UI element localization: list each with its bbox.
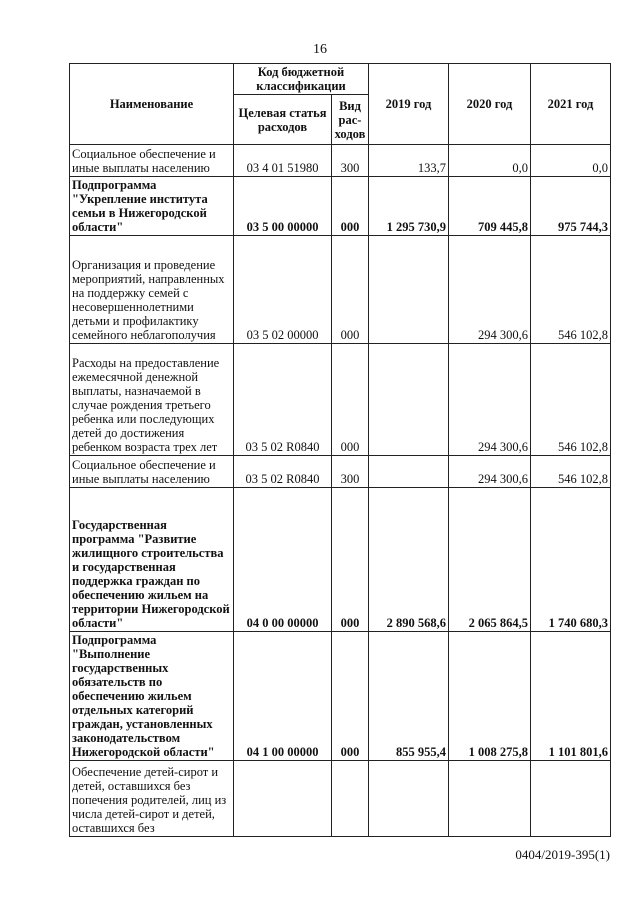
row-name-cell: Расходы на предоставление ежемесячной денежной выплаты, назначаемой в случае рождения третьего ребенка или последующих детей до достижения ребенком возраста трех лет — [70, 344, 234, 456]
header-name: Наименование — [70, 64, 234, 145]
row-2019-cell: 855 955,4 — [369, 632, 449, 761]
header-2019: 2019 год — [369, 64, 449, 145]
row-name-cell: Подпрограмма "Выполнение государственных обязательств по обеспечению жильем отдельных категорий граждан, установленных законодательством Нижегородской области" — [70, 632, 234, 761]
row-2021-cell: 546 102,8 — [531, 236, 611, 344]
row-name-cell: Организация и проведение мероприятий, направленных на поддержку семей с несовершеннолетними детьми и профилактику семейного неблагополучия — [70, 236, 234, 344]
row-expense-type-cell: 000 — [332, 344, 369, 456]
row-2021-cell: 546 102,8 — [531, 344, 611, 456]
table-row — [70, 145, 611, 177]
row-expense-type-cell: 300 — [332, 145, 369, 177]
row-2020-cell: 294 300,6 — [449, 236, 531, 344]
row-2020-cell: 709 445,8 — [449, 177, 531, 236]
table-row — [70, 488, 611, 632]
row-2020-cell: 1 008 275,8 — [449, 632, 531, 761]
row-expense-type-cell: 000 — [332, 236, 369, 344]
row-target-article-cell: 04 0 00 00000 — [234, 488, 332, 632]
table-row — [70, 236, 611, 344]
row-target-article-cell: 03 5 02 R0840 — [234, 344, 332, 456]
row-expense-type-cell: 300 — [332, 456, 369, 488]
row-name-cell: Государственная программа "Развитие жилищного строительства и государственная поддержка граждан по обеспечению жильем на территории Нижегородской области" — [70, 488, 234, 632]
row-2019-cell — [369, 761, 449, 837]
row-target-article-cell: 03 4 01 51980 — [234, 145, 332, 177]
row-name-cell: Социальное обеспечение и иные выплаты населению — [70, 456, 234, 488]
row-expense-type-cell: 000 — [332, 488, 369, 632]
row-2021-cell: 546 102,8 — [531, 456, 611, 488]
row-target-article-cell: 03 5 02 R0840 — [234, 456, 332, 488]
document-code: 0404/2019-395(1) — [515, 847, 610, 862]
row-2020-cell — [449, 761, 531, 837]
row-2021-cell: 975 744,3 — [531, 177, 611, 236]
row-2019-cell: 1 295 730,9 — [369, 177, 449, 236]
table-row — [70, 761, 611, 837]
row-2019-cell — [369, 456, 449, 488]
row-2021-cell — [531, 761, 611, 837]
row-target-article-cell: 04 1 00 00000 — [234, 632, 332, 761]
row-expense-type-cell: 000 — [332, 632, 369, 761]
row-2019-cell: 133,7 — [369, 145, 449, 177]
row-name-cell: Обеспечение детей-сирот и детей, оставшихся без попечения родителей, лиц из числа детей-сирот и детей, оставшихся без — [70, 761, 234, 837]
row-2021-cell: 1 101 801,6 — [531, 632, 611, 761]
row-expense-type-cell — [332, 761, 369, 837]
header-expense-type: Вид рас-ходов — [332, 95, 369, 145]
budget-table — [69, 63, 611, 837]
row-2020-cell: 294 300,6 — [449, 456, 531, 488]
row-target-article-cell: 03 5 02 00000 — [234, 236, 332, 344]
table-body — [70, 145, 611, 837]
table-row — [70, 456, 611, 488]
header-2020: 2020 год — [449, 64, 531, 145]
row-name-cell: Социальное обеспечение и иные выплаты населению — [70, 145, 234, 177]
row-2021-cell: 1 740 680,3 — [531, 488, 611, 632]
table-row — [70, 177, 611, 236]
row-2020-cell: 2 065 864,5 — [449, 488, 531, 632]
table-row — [70, 344, 611, 456]
header-2021: 2021 год — [531, 64, 611, 145]
row-expense-type-cell: 000 — [332, 177, 369, 236]
row-2020-cell: 0,0 — [449, 145, 531, 177]
row-2019-cell — [369, 344, 449, 456]
row-name-cell: Подпрограмма "Укрепление института семьи в Нижегородской области" — [70, 177, 234, 236]
header-classification: Код бюджетной классификации — [234, 64, 369, 95]
page-number: 16 — [313, 42, 327, 57]
row-target-article-cell — [234, 761, 332, 837]
row-2019-cell — [369, 236, 449, 344]
row-target-article-cell: 03 5 00 00000 — [234, 177, 332, 236]
row-2019-cell: 2 890 568,6 — [369, 488, 449, 632]
header-target-article: Целевая статья расходов — [234, 95, 332, 145]
row-2020-cell: 294 300,6 — [449, 344, 531, 456]
table-row — [70, 632, 611, 761]
row-2021-cell: 0,0 — [531, 145, 611, 177]
